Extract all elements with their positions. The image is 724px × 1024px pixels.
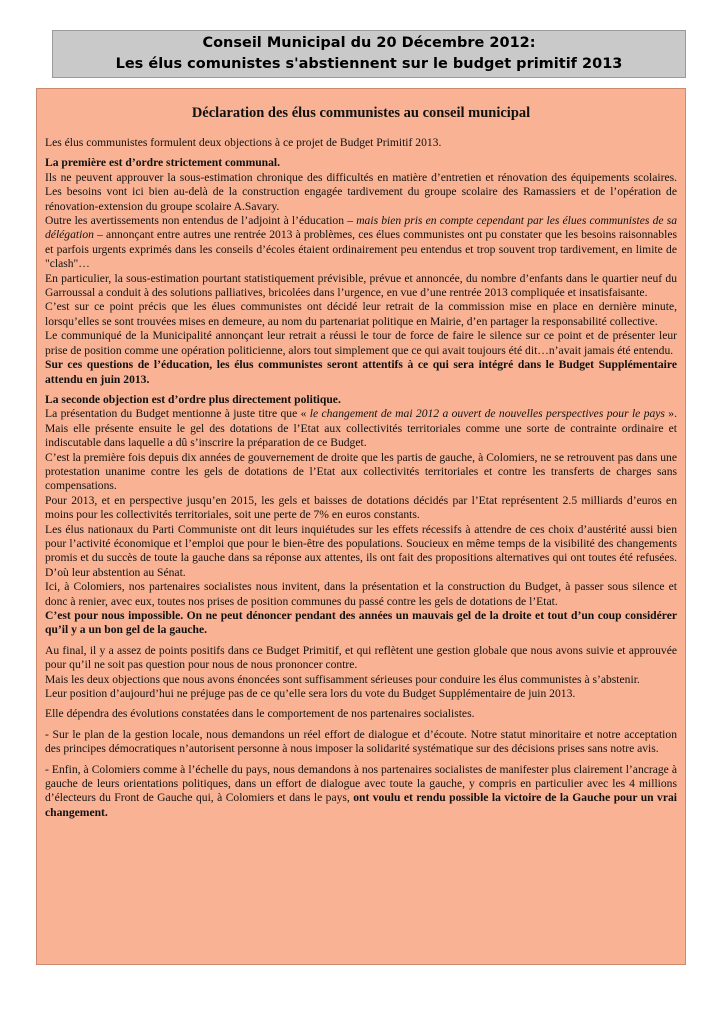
header-line-2: Les élus comunistes s'abstiennent sur le budget primitif 2013 [115, 56, 623, 72]
paragraph-5: Le communiqué de la Municipalité annonçant leur retrait a réussi le tour de force de faire le silence sur ce point et de présenter leur prise de position comme une opération politicienne, alors tout simplement que ce qui avait toujours été dit…n’avait jamais été entendu. [45, 329, 677, 357]
paragraph-11: Ici, à Colomiers, nos partenaires socialistes nous invitent, dans la présentation et la construction du Budget, à passer sous silence et donc à renier, avec eux, toutes nos prises de position communes du passé contre les gels de dotations de l’Etat. [45, 580, 677, 608]
paragraph-10: Les élus nationaux du Parti Communiste ont dit leurs inquiétudes sur les effets récessifs à attendre de ces choix d’austérité aussi bien pour l’activité économique et l’emploi que pour le bien-être des populations. Soucieux en même temps de la visibilité des changements promis et du succès de toute la gauche dans sa réponse aux attentes, ils ont fait des propositions alternatives qui ont toutes été refusées. D’où leur abstention au Sénat. [45, 522, 677, 579]
intro-paragraph: Les élus communistes formulent deux objections à ce projet de Budget Primitif 2013. [45, 136, 442, 149]
paragraph-8: C’est la première fois depuis dix années de gouvernement de droite que les partis de gauche, à Colomiers, ne se retrouvent pas dans une protestation unanime contre les gels de dotations de l’Etat aux collectivités territoriales et contre les transferts de charges sans compensations. [45, 450, 677, 493]
paragraph-7-text-b: ». Mais elle présente ensuite le gel des dotations de l’Etat aux collectivités territoriales comme une sorte de contrainte ordinaire et indiscutable dans laquelle a dû s’inscrire la préparation de ce Budget. [45, 407, 678, 450]
paragraph-2-italic: mais bien pris en compte cependant par les élues communistes de sa délégation [45, 214, 678, 242]
paragraph-14: Mais les deux objections que nous avons énoncées sont suffisamment sérieuses pour conduire les élus communistes à s’abstenir. [45, 672, 640, 686]
paragraph-2-text-a: Outre les avertissements non entendus de l’adjoint à l’éducation – [45, 214, 357, 228]
header-line-1: Conseil Municipal du 20 Décembre 2012: [202, 35, 536, 51]
first-objection-heading: La première est d’ordre strictement communal. [45, 156, 281, 170]
paragraph-18-bold: ont voulu et rendu possible la victoire de la Gauche pour un vrai changement. [45, 791, 678, 819]
paragraph-16: Elle dépendra des évolutions constatées dans le comportement de nos partenaires socialistes. [45, 707, 475, 721]
paragraph-6-bold: Sur ces questions de l’éducation, les élus communistes seront attentifs à ce qui sera intégré dans le Budget Supplémentaire attendu en juin 2013. [45, 358, 677, 386]
paragraph-13: Au final, il y a assez de points positifs dans ce Budget Primitif, et qui reflètent une gestion globale que nous avons suivie et approuvée pour qu’il ne soit pas question pour nous de nous prononcer contre. [45, 643, 677, 672]
second-objection-heading: La seconde objection est d’ordre plus directement politique. [45, 392, 341, 406]
paragraph-18 [45, 763, 677, 821]
paragraph-3: En particulier, la sous-estimation pourtant statistiquement prévisible, prévue et annoncée, du nombre d’enfants dans le quartier neuf du Garroussal a conduit à des solutions palliatives, bricolées dans l’urgence, en vue d’une rentrée 2013 compliquée et insatisfaisante. [45, 271, 677, 300]
paragraph-9: Pour 2013, et en perspective jusqu’en 2015, les gels et baisses de dotations décidés par l’Etat représentent 2.5 milliards d’euros en moins pour les collectivités territoriales, soit une perte de 7% en euros constants. [45, 493, 677, 522]
page-header [52, 30, 686, 78]
paragraph-17: - Sur le plan de la gestion locale, nous demandons un réel effort de dialogue et d’écoute. Notre statut minoritaire et notre acceptation des principes démocratiques n’autorisent personne à nous imposer la solidarité systématique sur des décisions prises sans notre avis. [45, 727, 677, 756]
paragraph-7-text-a: La présentation du Budget mentionne à juste titre que « [45, 407, 310, 421]
declaration-panel [36, 88, 686, 965]
declaration-title: Déclaration des élus communistes au conseil municipal [191, 105, 531, 121]
paragraph-4: C’est sur ce point précis que les élues communistes ont décidé leur retrait de la commission mise en place en dernière minute, lorsqu’elles se sont trouvées mises en demeure, au nom du partenariat politique en Mairie, d’en partager la responsabilité collective. [45, 300, 677, 328]
paragraph-18-text: - Enfin, à Colomiers comme à l’échelle du pays, nous demandons à nos partenaires socialistes de manifester plus clairement l’ancrage à gauche de leurs orientations politiques, dans un effort de dialogue avec toute la gauche, y compris en particulier avec les 4 millions d’électeurs du Front de Gauche qui, à Colomiers et dans le pays, [45, 762, 677, 805]
paragraph-12-bold: C’est pour nous impossible. On ne peut dénoncer pendant des années un mauvais gel de la droite et tout d’un coup considérer qu’il y a un bon gel de la gauche. [45, 609, 677, 637]
paragraph-2-text-b: – annonçant entre autres une rentrée 2013 à problèmes, ces élues communistes ont pu constater que les besoins raisonnables et parfois urgents exprimés dans les conseils d’écoles étaient ordinairement peu entendus et trop souvent trop tardivement, en limite de "clash"… [45, 228, 677, 271]
paragraph-15: Leur position d’aujourd’hui ne préjuge pas de ce qu’elle sera lors du vote du Budget Supplémentaire de juin 2013. [45, 687, 576, 701]
paragraph-1: Ils ne peuvent approuver la sous-estimation chronique des difficultés en matière d’entretien et rénovation des équipements scolaires. Les besoins vont ici bien au-delà de la construction engagée tardivement du groupe scolaire des Ramassiers et de l’opération de rénovation-extension du groupe scolaire A.Savary. [45, 170, 677, 213]
paragraph-7 [45, 407, 677, 450]
paragraph-7-italic: le changement de mai 2012 a ouvert de nouvelles perspectives pour le pays [309, 407, 665, 421]
paragraph-2 [45, 214, 677, 272]
